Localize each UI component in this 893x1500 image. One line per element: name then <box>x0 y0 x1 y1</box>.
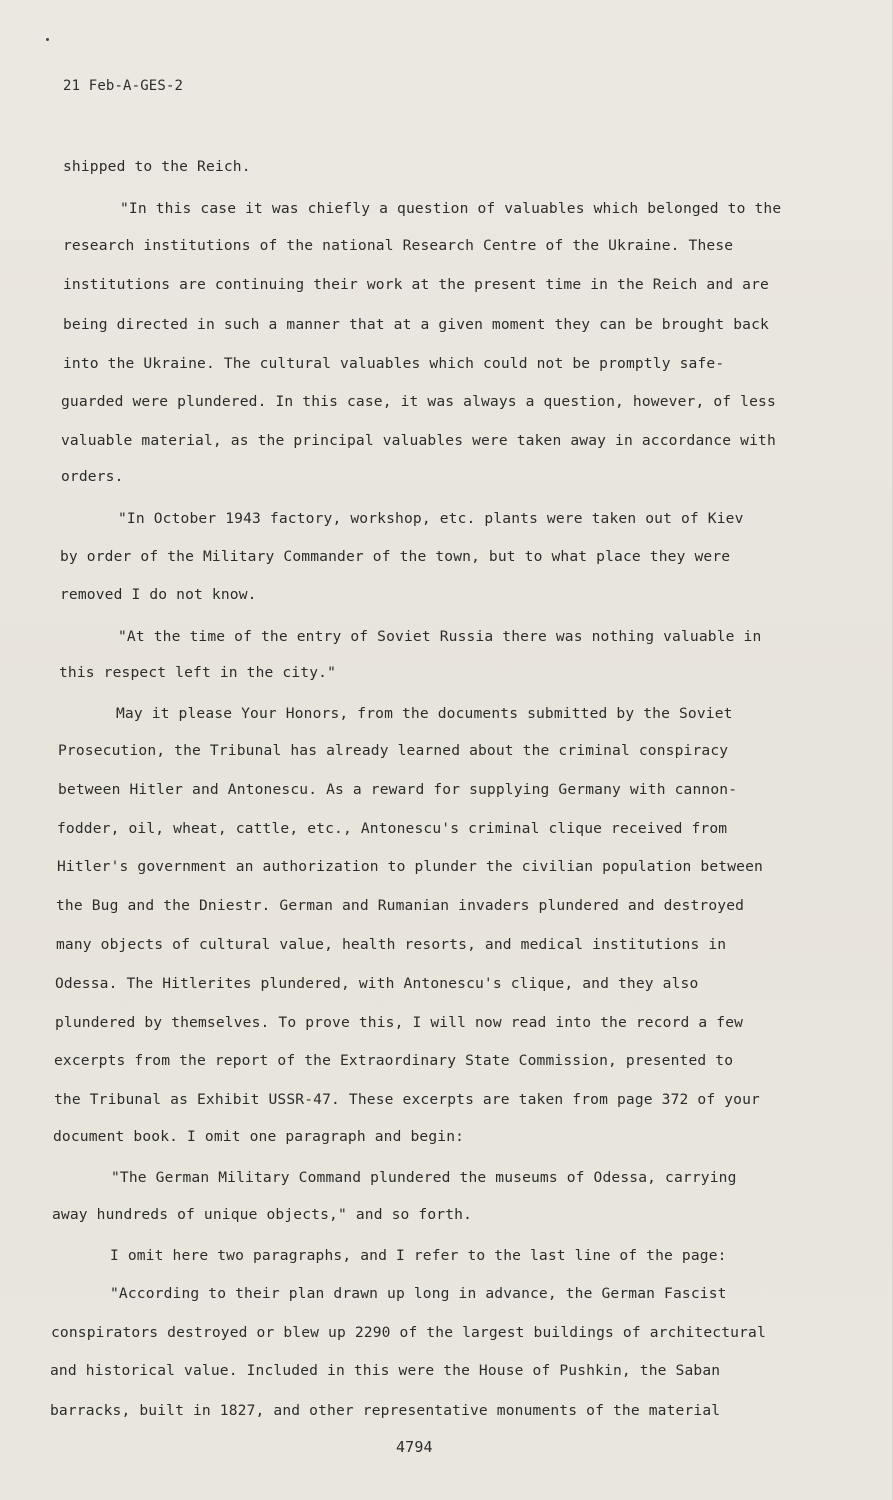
text-line: and historical value. Included in this were the House of Pushkin, the Saban <box>50 1362 721 1379</box>
text-line: conspirators destroyed or blew up 2290 of the largest buildings of architectural <box>51 1324 766 1341</box>
document-reference: 21 Feb-A-GES-2 <box>63 78 184 94</box>
text-line: the Tribunal as Exhibit USSR-47. These excerpts are taken from page 372 of your <box>54 1091 760 1108</box>
text-line: into the Ukraine. The cultural valuables which could not be promptly safe- <box>63 355 725 372</box>
text-line: shipped to the Reich. <box>63 158 251 175</box>
text-line: "In October 1943 factory, workshop, etc. plants were taken out of Kiev <box>118 510 744 527</box>
text-line: institutions are continuing their work at the present time in the Reich and are <box>63 276 769 293</box>
text-line: research institutions of the national Research Centre of the Ukraine. These <box>63 237 734 254</box>
text-line: May it please Your Honors, from the documents submitted by the Soviet <box>116 705 733 722</box>
page-number: 4794 <box>396 1438 433 1456</box>
text-line: guarded were plundered. In this case, it was always a question, however, of less <box>61 393 776 410</box>
text-line: I omit here two paragraphs, and I refer to the last line of the page: <box>110 1247 727 1264</box>
text-line: Odessa. The Hitlerites plundered, with Antonescu's clique, and they also <box>55 975 699 992</box>
text-line: barracks, built in 1827, and other representative monuments of the material <box>50 1402 721 1419</box>
text-line: Hitler's government an authorization to plunder the civilian population between <box>57 858 763 875</box>
text-line: by order of the Military Commander of the town, but to what place they were <box>60 548 731 565</box>
text-line: valuable material, as the principal valuables were taken away in accordance with <box>61 432 776 449</box>
text-line: excerpts from the report of the Extraordinary State Commission, presented to <box>54 1052 734 1069</box>
text-line: between Hitler and Antonescu. As a reward for supplying Germany with cannon- <box>58 781 738 798</box>
text-line: "At the time of the entry of Soviet Russia there was nothing valuable in <box>118 628 762 645</box>
paper-mark <box>46 38 49 41</box>
text-line: being directed in such a manner that at a given moment they can be brought back <box>63 316 769 333</box>
text-line: away hundreds of unique objects," and so forth. <box>52 1206 473 1223</box>
text-line: fodder, oil, wheat, cattle, etc., Antonescu's criminal clique received from <box>57 820 728 837</box>
text-line: document book. I omit one paragraph and begin: <box>53 1128 465 1145</box>
text-line: orders. <box>61 468 124 485</box>
text-line: this respect left in the city." <box>59 664 337 681</box>
text-line: many objects of cultural value, health resorts, and medical institutions in <box>56 936 727 953</box>
text-line: removed I do not know. <box>60 586 257 603</box>
text-line: the Bug and the Dniestr. German and Rumanian invaders plundered and destroyed <box>56 897 745 914</box>
text-line: plundered by themselves. To prove this, I will now read into the record a few <box>55 1014 744 1031</box>
text-line: "In this case it was chiefly a question of valuables which belonged to the <box>120 200 782 217</box>
text-line: "According to their plan drawn up long in advance, the German Fascist <box>110 1285 727 1302</box>
text-line: "The German Military Command plundered the museums of Odessa, carrying <box>111 1169 737 1186</box>
text-line: Prosecution, the Tribunal has already learned about the criminal conspiracy <box>58 742 729 759</box>
